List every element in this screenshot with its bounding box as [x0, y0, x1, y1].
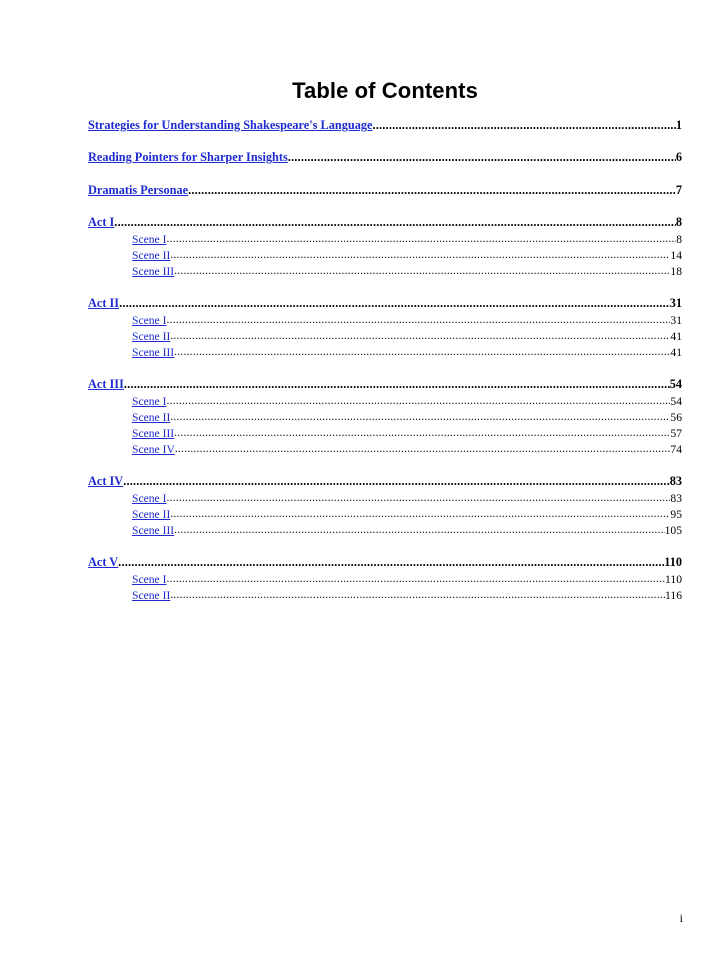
toc-scene-entry	[132, 506, 682, 521]
toc-scene-entry	[132, 328, 682, 343]
toc-page-number: 105	[664, 523, 682, 537]
dot-leader	[188, 182, 676, 194]
toc-scene-entry	[132, 263, 682, 278]
toc-page-number: 83	[670, 491, 682, 505]
dot-leader	[372, 117, 675, 129]
toc-scene-entry	[132, 344, 682, 359]
toc-page-number: 95	[670, 507, 682, 521]
toc-scene-entry	[132, 409, 682, 424]
toc-scene-entry	[132, 231, 682, 246]
toc-page-number: 7	[675, 183, 682, 198]
toc-page-number: 18	[670, 264, 682, 278]
dot-leader	[119, 295, 670, 307]
dot-leader	[123, 473, 670, 485]
toc-act-entry	[88, 473, 682, 489]
dot-leader	[170, 506, 670, 518]
toc-page-number: 83	[669, 474, 682, 489]
dot-leader	[170, 587, 665, 599]
toc-page-number: 6	[675, 150, 682, 165]
toc-link[interactable]: Act IV	[88, 474, 124, 489]
toc-link[interactable]: Scene IV	[132, 442, 175, 456]
toc-page-number: 57	[670, 426, 682, 440]
toc-page-number: 31	[669, 296, 682, 311]
toc-act-entry	[88, 214, 682, 230]
toc-page-number: 54	[670, 394, 682, 408]
dot-leader	[174, 263, 670, 275]
toc-link[interactable]: Act III	[88, 377, 124, 392]
toc-link[interactable]: Scene II	[132, 248, 171, 262]
toc-link[interactable]: Dramatis Personae	[88, 183, 189, 198]
toc-link[interactable]: Scene II	[132, 588, 171, 602]
toc-link[interactable]: Act II	[88, 296, 120, 311]
toc-entry	[88, 149, 682, 165]
dot-leader	[166, 231, 676, 243]
toc-link[interactable]: Scene III	[132, 426, 175, 440]
toc-scene-entry	[132, 393, 682, 408]
toc-page-number: 110	[665, 572, 682, 586]
toc-page-number: 54	[669, 377, 682, 392]
toc-link[interactable]: Scene I	[132, 491, 167, 505]
toc-link[interactable]: Strategies for Understanding Shakespeare's Language	[88, 118, 373, 133]
toc-page-number: 41	[670, 345, 682, 359]
toc-page-number: 14	[670, 248, 682, 262]
toc-link[interactable]: Scene I	[132, 572, 167, 586]
toc-page-number: 116	[665, 588, 682, 602]
toc-act-entry	[88, 295, 682, 311]
toc-link[interactable]: Scene III	[132, 523, 175, 537]
toc-entry	[88, 182, 682, 198]
dot-leader	[166, 571, 665, 583]
toc-entry	[88, 117, 682, 133]
toc-scene-entry	[132, 490, 682, 505]
toc-scene-entry	[132, 247, 682, 262]
toc-page-number: 8	[675, 215, 682, 230]
toc-link[interactable]: Scene I	[132, 313, 167, 327]
toc-link[interactable]: Act I	[88, 215, 115, 230]
toc-act-entry	[88, 554, 682, 570]
toc-link[interactable]: Scene II	[132, 410, 171, 424]
toc-link[interactable]: Scene I	[132, 394, 167, 408]
dot-leader	[174, 522, 664, 534]
toc-scene-entry	[132, 522, 682, 537]
dot-leader	[174, 344, 670, 356]
toc-page-number: 41	[670, 329, 682, 343]
toc-page-number: 74	[670, 442, 682, 456]
dot-leader	[170, 409, 670, 421]
dot-leader	[124, 376, 670, 388]
dot-leader	[114, 214, 676, 226]
page-title: Table of Contents	[292, 78, 478, 103]
toc-act-entry	[88, 376, 682, 392]
toc-link[interactable]: Reading Pointers for Sharper Insights	[88, 150, 288, 165]
dot-leader	[174, 425, 670, 437]
toc-link[interactable]: Scene II	[132, 329, 171, 343]
footer-page-number: i	[679, 911, 683, 925]
dot-leader	[170, 247, 670, 259]
toc-page-number: 56	[670, 410, 682, 424]
dot-leader	[175, 441, 671, 453]
dot-leader	[166, 312, 670, 324]
toc-scene-entry	[132, 441, 682, 456]
toc-page-number: 110	[664, 555, 682, 570]
toc-link[interactable]: Scene II	[132, 507, 171, 521]
toc-link[interactable]: Scene I	[132, 232, 167, 246]
toc-link[interactable]: Scene III	[132, 264, 175, 278]
dot-leader	[170, 328, 670, 340]
toc-link[interactable]: Act V	[88, 555, 119, 570]
dot-leader	[288, 149, 676, 161]
dot-leader	[166, 490, 670, 502]
toc-scene-entry	[132, 587, 682, 602]
dot-leader	[166, 393, 670, 405]
dot-leader	[118, 554, 664, 566]
toc-page-number: 8	[676, 232, 682, 246]
toc-page-number: 31	[670, 313, 682, 327]
toc-scene-entry	[132, 425, 682, 440]
toc-page-number: 1	[675, 118, 682, 133]
toc-scene-entry	[132, 571, 682, 586]
toc-link[interactable]: Scene III	[132, 345, 175, 359]
toc-scene-entry	[132, 312, 682, 327]
